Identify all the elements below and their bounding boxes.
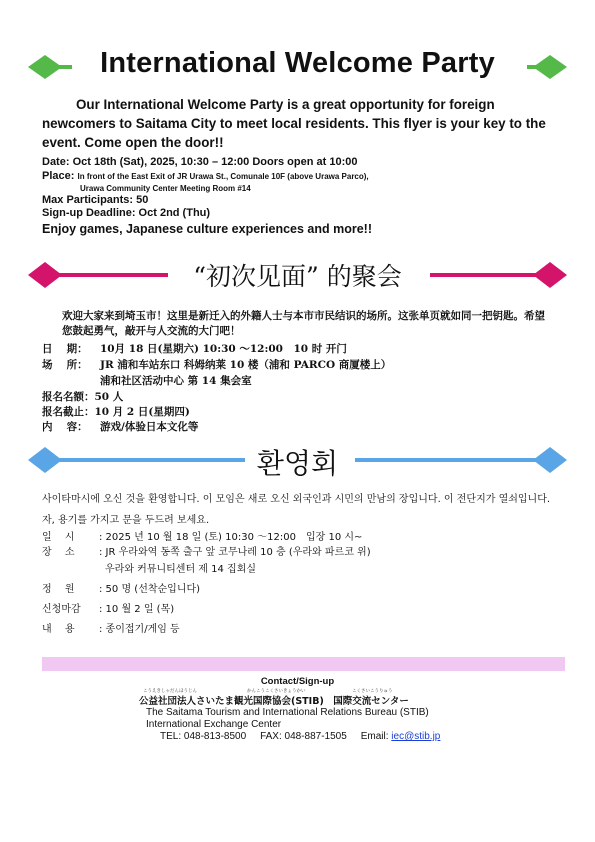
english-date-value: Oct 18th (Sat), 2025, 10:30 – 12:00 Doors open at 10:00: [72, 156, 358, 168]
english-place-label: Place:: [42, 170, 75, 182]
fax-number: FAX: 048-887-1505: [260, 731, 347, 742]
korean-deadline-label: 신청마감: [42, 604, 81, 615]
english-title: International Welcome Party: [100, 47, 495, 79]
english-max-participants: Max Participants: 50: [42, 194, 149, 206]
organization-japanese-name: 公益社団法人さいたま観光国際協会(STIB) 国際交流センター: [139, 696, 409, 707]
english-intro-text: Our International Welcome Party is a great opportunity for foreign newcomers to Saitama City to meet local residents. This flyer is your key to the event. Come open the door!!: [42, 97, 546, 150]
contact-heading: Contact/Sign-up: [260, 676, 335, 687]
english-intro: [42, 95, 556, 152]
chinese-content-value: 游戏/体验日本文化等: [100, 421, 199, 433]
chinese-content-label: 内 容：: [42, 421, 88, 433]
korean-place-line1: : JR 우라와역 동쪽 출구 앞 코무나레 10 층 (우라와 파르코 위): [99, 547, 371, 558]
korean-max-value: : 50 명 (선착순입니다): [99, 584, 201, 595]
organization-english-subname: International Exchange Center: [146, 719, 282, 730]
email-link[interactable]: iec@stib.jp: [391, 731, 441, 742]
korean-content-label: 내 용: [42, 624, 75, 635]
chinese-date-row: [42, 342, 347, 357]
korean-deadline-value: : 10 월 2 일 (목): [99, 604, 175, 615]
korean-place-line2: 우라와 커뮤니티센터 제 14 집회실: [105, 564, 257, 575]
chinese-intro: 欢迎大家来到埼玉市！这里是新迁入的外籍人士与本市市民结识的场所。这张单页就如同一把钥匙。希望您鼓起勇气，敲开与人交流的大门吧！: [62, 310, 545, 337]
korean-date-value: : 2025 년 10 월 18 일 (토) 10:30 ～12:00 입장 10 시~: [99, 532, 363, 543]
korean-content-value: : 종이접기/게임 등: [99, 624, 180, 635]
organization-english-name: The Saitama Tourism and International Relations Bureau (STIB): [146, 707, 429, 718]
english-enjoy-line: Enjoy games, Japanese culture experiences and more!!: [42, 222, 372, 236]
telephone-number: TEL: 048-813-8500: [160, 731, 247, 742]
korean-date-label: 일 시: [42, 532, 75, 543]
email-label: Email:: [360, 731, 389, 742]
korean-place-row: [42, 546, 371, 560]
korean-max-label: 정 원: [42, 584, 75, 595]
english-place-line2: Urawa Community Center Meeting Room #14: [80, 184, 251, 193]
chinese-date-value: 10月 18 日(星期六) 10:30 ～12:00 10 时 开门: [100, 343, 347, 355]
contact-numbers-row: [160, 731, 440, 742]
chinese-content-row: [42, 420, 198, 435]
korean-place-label: 장 소: [42, 547, 75, 558]
chinese-place-line2: 浦和社区活动中心 第 14 集会室: [100, 375, 252, 387]
english-place-line1: In front of the East Exit of JR Urawa St., Comunale 10F (above Urawa Parco),: [77, 172, 369, 181]
furigana-kankoukokusaikyoukai: かんこうこくさいきょうかい: [247, 689, 306, 694]
furigana-kokusaikouryuu: こくさいこうりゅう: [352, 689, 393, 694]
chinese-place-line1: JR 浦和车站东口 科姆纳莱 10 楼（浦和 PARCO 商厦楼上）: [100, 359, 392, 371]
contact-divider-bar: [42, 657, 565, 671]
chinese-place-label: 场 所：: [42, 359, 88, 371]
korean-content-row: [42, 623, 180, 637]
korean-deadline-row: [42, 603, 174, 617]
english-deadline: Sign-up Deadline: Oct 2nd (Thu): [42, 207, 211, 219]
english-date-row: [42, 156, 357, 169]
korean-intro: 사이타마시에 오신 것을 환영합니다. 이 모임은 새로 오신 외국인과 시민의 만남의 장입니다. 이 전단지가 열쇠입니다. 자, 용기를 가지고 문을 두드려 보세요.: [42, 494, 551, 526]
furigana-kouekishadanhoujin: こうえきしゃだんほうじん: [143, 689, 197, 694]
chinese-max: 报名名额：50 人: [42, 391, 124, 403]
chinese-title: “初次见面” 的聚会: [193, 262, 402, 291]
korean-max-row: [42, 583, 200, 597]
korean-date-row: [42, 531, 362, 545]
chinese-deadline: 报名截止：10 月 2 日(星期四): [42, 406, 190, 418]
korean-title: 환영회: [256, 447, 339, 480]
chinese-place-row: [42, 358, 391, 373]
chinese-date-label: 日 期：: [42, 343, 88, 355]
english-date-label: Date:: [42, 156, 70, 168]
